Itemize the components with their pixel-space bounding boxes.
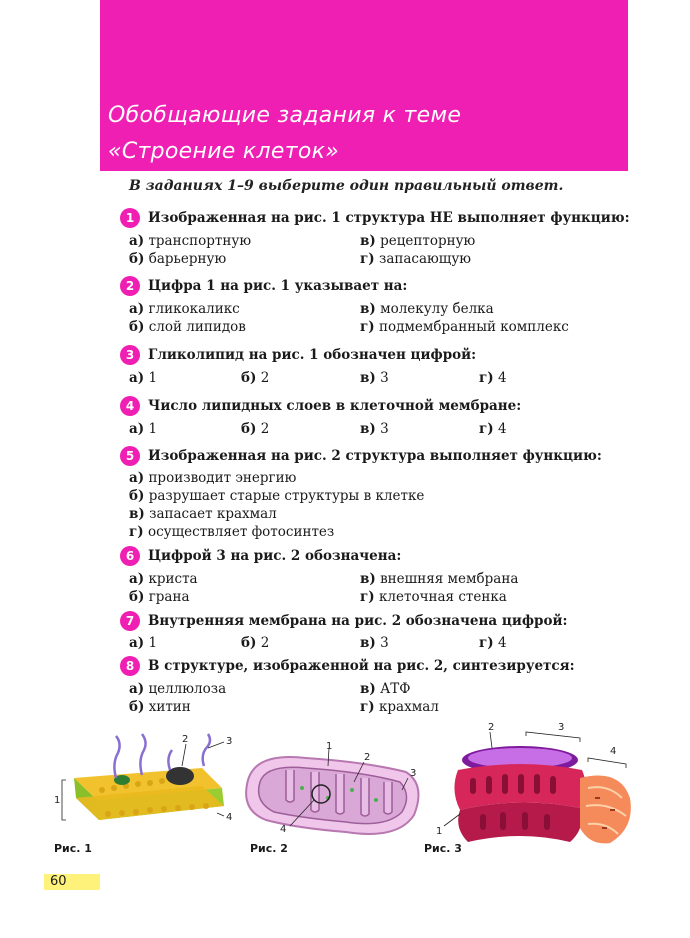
- question-number: 5: [120, 446, 140, 466]
- figure-1-membrane: [52, 728, 242, 848]
- answer-option[interactable]: а) производит энергию: [129, 470, 297, 486]
- answer-option[interactable]: а) транспортную: [129, 233, 252, 249]
- figure-label: 2: [488, 722, 495, 733]
- answer-option[interactable]: г) запасающую: [360, 251, 472, 267]
- question-number: 8: [120, 656, 140, 676]
- question-number: 2: [120, 276, 140, 296]
- question-text: Изображенная на рис. 1 структура НЕ выполняет функцию:: [148, 210, 630, 226]
- question-3: [120, 345, 640, 365]
- answer-option[interactable]: г) 4: [479, 635, 507, 651]
- answer-option[interactable]: б) грана: [129, 589, 190, 605]
- section-title: Обобщающие задания к теме «Строение клеток»: [108, 103, 462, 164]
- answer-option[interactable]: в) 3: [360, 370, 389, 386]
- answer-option[interactable]: б) барьерную: [129, 251, 227, 267]
- question-number: 7: [120, 611, 140, 631]
- figure-label: 2: [364, 752, 371, 763]
- figure-label: 1: [54, 795, 61, 806]
- question-text: В структуре, изображенной на рис. 2, синтезируется:: [148, 658, 575, 674]
- answer-option[interactable]: б) хитин: [129, 699, 191, 715]
- figure-label: 3: [558, 722, 565, 733]
- figure-label: 2: [182, 734, 189, 745]
- question-text: Цифра 1 на рис. 1 указывает на:: [148, 278, 408, 294]
- answer-option[interactable]: а) криста: [129, 571, 198, 587]
- figure-2-caption: Рис. 2: [250, 842, 288, 855]
- figure-1-caption: Рис. 1: [54, 842, 92, 855]
- chapter-header: [100, 0, 628, 171]
- answer-option[interactable]: а) целлюлоза: [129, 681, 227, 697]
- figure-label: 4: [610, 746, 617, 757]
- answer-option[interactable]: б) разрушает старые структуры в клетке: [129, 488, 425, 504]
- answer-option[interactable]: в) АТФ: [360, 681, 411, 697]
- question-4: [120, 396, 640, 416]
- question-text: Гликолипид на рис. 1 обозначен цифрой:: [148, 347, 477, 363]
- answer-option[interactable]: в) запасает крахмал: [129, 506, 277, 522]
- question-6: [120, 546, 640, 566]
- question-number: 1: [120, 208, 140, 228]
- instructions: В заданиях 1–9 выберите один правильный ответ.: [129, 178, 564, 194]
- question-7: [120, 611, 640, 631]
- question-number: 4: [120, 396, 140, 416]
- figure-3-caption: Рис. 3: [424, 842, 462, 855]
- answer-option[interactable]: а) 1: [129, 421, 158, 437]
- figure-label: 4: [280, 824, 287, 835]
- figure-3-golgi: [430, 718, 640, 853]
- answer-option[interactable]: в) 3: [360, 635, 389, 651]
- question-1: [120, 208, 640, 228]
- question-5: [120, 446, 640, 466]
- answer-option[interactable]: г) крахмал: [360, 699, 439, 715]
- answer-option[interactable]: г) 4: [479, 421, 507, 437]
- figure-label: 3: [410, 768, 417, 779]
- figure-label: 4: [226, 812, 233, 823]
- figure-label: 1: [436, 826, 443, 837]
- answer-option[interactable]: б) 2: [241, 421, 270, 437]
- answer-option[interactable]: г) подмембранный комплекс: [360, 319, 569, 335]
- answer-option[interactable]: в) молекулу белка: [360, 301, 494, 317]
- answer-option[interactable]: а) 1: [129, 635, 158, 651]
- question-text: Изображенная на рис. 2 структура выполняет функцию:: [148, 448, 602, 464]
- answer-option[interactable]: г) клеточная стенка: [360, 589, 507, 605]
- answer-option[interactable]: г) 4: [479, 370, 507, 386]
- question-number: 6: [120, 546, 140, 566]
- answer-option[interactable]: в) рецепторную: [360, 233, 476, 249]
- figure-2-mitochondrion: [236, 740, 426, 850]
- answer-option[interactable]: а) гликокаликс: [129, 301, 240, 317]
- answer-option[interactable]: б) 2: [241, 635, 270, 651]
- answer-option[interactable]: б) слой липидов: [129, 319, 246, 335]
- question-text: Число липидных слоев в клеточной мембране:: [148, 398, 522, 414]
- question-8: [120, 656, 640, 676]
- figure-label: 1: [326, 741, 333, 752]
- answer-option[interactable]: а) 1: [129, 370, 158, 386]
- question-2: [120, 276, 640, 296]
- question-text: Внутренняя мембрана на рис. 2 обозначена цифрой:: [148, 613, 568, 629]
- answer-option[interactable]: г) осуществляет фотосинтез: [129, 524, 335, 540]
- answer-option[interactable]: б) 2: [241, 370, 270, 386]
- page-number: 60: [44, 874, 100, 890]
- answer-option[interactable]: в) внешняя мембрана: [360, 571, 519, 587]
- answer-option[interactable]: в) 3: [360, 421, 389, 437]
- question-text: Цифрой 3 на рис. 2 обозначена:: [148, 548, 402, 564]
- question-number: 3: [120, 345, 140, 365]
- figure-label: 3: [226, 736, 233, 747]
